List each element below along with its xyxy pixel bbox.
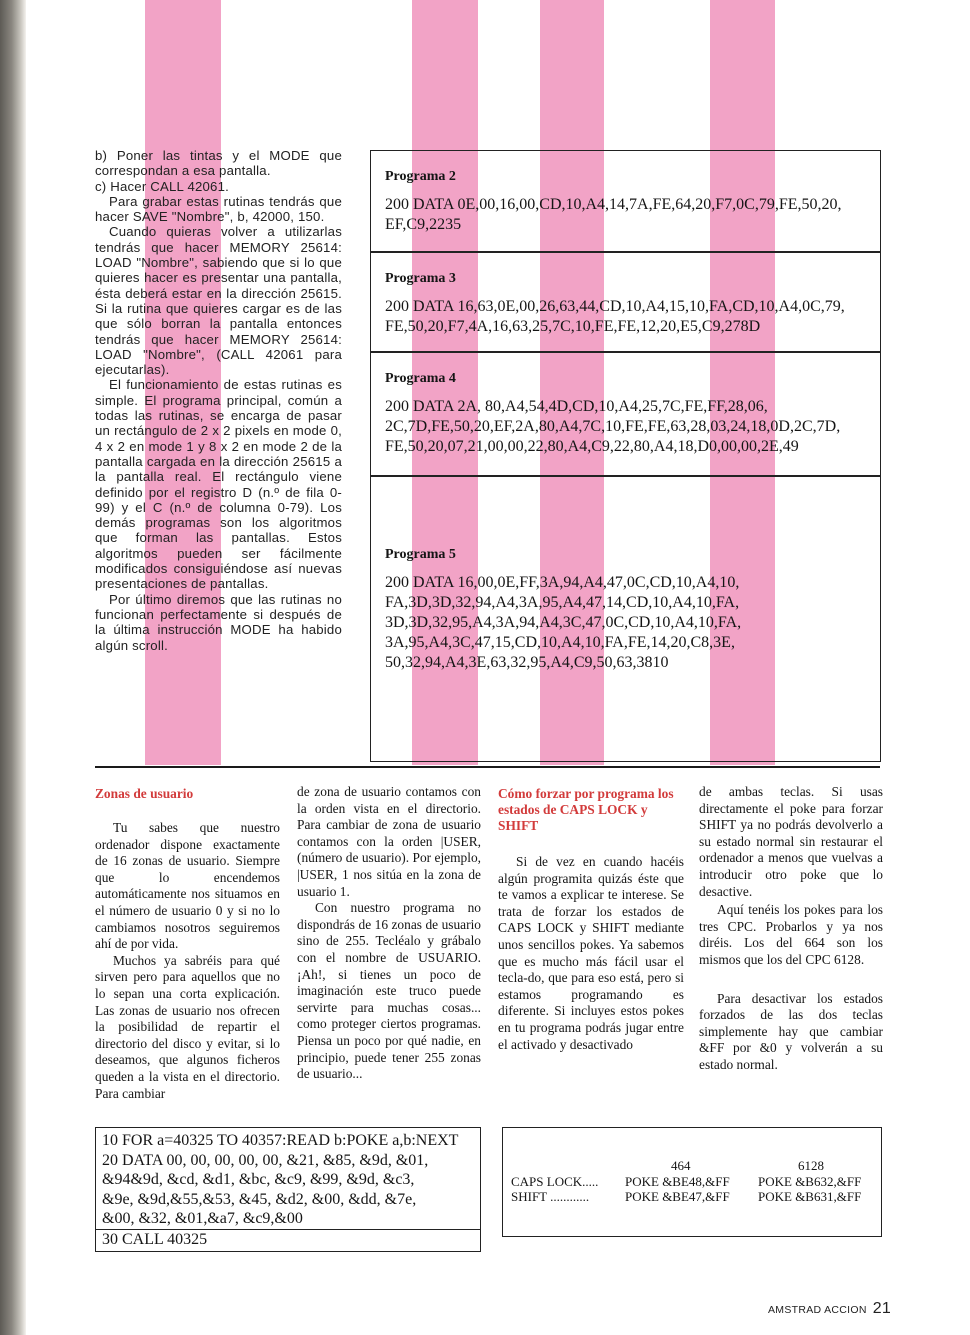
code-listing-box — [95, 1127, 481, 1252]
magazine-name: AMSTRAD ACCION — [768, 1304, 867, 1316]
data-line: 50,32,94,A4,3E,63,32,95,A4,C9,50,63,3810 — [385, 654, 669, 671]
paragraph: de ambas teclas. Si usas directamente el poke para forzar SHIFT ya no podrás devolverlo a su estado normal sin restaurar el ordenador a menos que vuelvas a introducir otro poke que lo desactive. — [699, 784, 883, 899]
column-header-6128: 6128 — [798, 1158, 824, 1173]
program-data — [385, 573, 866, 673]
program-data — [385, 297, 866, 337]
code-line: 10 FOR a=40325 TO 40357:READ b:POKE a,b:NEXT — [102, 1132, 459, 1149]
data-line: FE,50,20,F7,4A,16,63,25,7C,10,FE,FE,12,20,E5,C9,278D — [385, 318, 761, 335]
paragraph: Tu sabes que nuestro ordenador dispone exactamente de 16 zonas de usuario. Siempre que lo encendemos automáticamente nos situamos en el número de usuario 0 y si no lo cambiamos nosotros seguiremos ahí de por vida. — [95, 820, 280, 952]
data-line: FA,3D,3D,32,94,A4,3A,95,A4,47,14,CD,10,A4,10,FA, — [385, 594, 740, 611]
code-line: 30 CALL 40325 — [96, 1229, 480, 1250]
program-title: Programa 3 — [385, 271, 456, 286]
poke-value: POKE &B632,&FF — [758, 1174, 862, 1189]
data-line: 3D,3D,32,95,A4,3A,94,A4,3C,47,0C,CD,10,A4,10,FA, — [385, 614, 742, 631]
pokes-table — [502, 1127, 882, 1237]
code-line: &00, &32, &01,&a7, &c9,&00 — [102, 1210, 303, 1227]
paragraph: Cuando quieras volver a utilizarlas tendrás que hacer MEMORY 25614: LOAD "Nombre", sabiendo que si lo que quieres hacer es presentar una pantalla, ésta deberá estar en la dirección 25615. Si la rutina que quieres cargar es de las que sólo borran la pantalla entonces tendrás que hacer MEMORY 25614: LOAD "Nombre", (CALL 42061 para ejecutarlas). — [95, 224, 342, 378]
data-line: 200 DATA 2A, 80,A4,54,4D,CD,10,A4,25,7C,FE,FF,28,06, — [385, 398, 768, 415]
paragraph: El funcionamiento de estas rutinas es simple. El programa principal, común a todas las rutinas, se encarga de pasar un rectángulo de 2 x 2 pixels en mode 0, 4 x 2 en mode 1 y 8 x 2 en mode 2 de la pantalla cargada en la dirección 25615 a la pantalla real. El rectángulo viene definido por el registro D (n.º de fila 0-99) y el C (n.º de columna 0-79). Los demás programas son los algoritmos que forman las pantallas. Estos algoritmos pueden ser fácilmente modificados consiguiéndose así nuevas presentaciones de pantallas. — [95, 377, 342, 592]
article-caps-col2 — [699, 784, 883, 1074]
section-divider — [95, 766, 880, 768]
paragraph: Por último diremos que las rutinas no funcionan perfectamente si después de la última instrucción MODE ha habido algún scroll. — [95, 591, 342, 653]
paragraph: Con nuestro programa no dispondrás de 16 zonas de usuario sino de 255. Tecléalo y grábalo con el nombre de USUARIO. ¡Ah!, si tienes un poco de imaginación este truco puede servirte para muchas cosas... como proteger ciertos programas. Piensa un poco por qué nadie, en principio, puede tener 255 zonas de usuario... — [297, 900, 481, 1082]
program-data — [385, 397, 866, 457]
article-heading: Cómo forzar por programa los estados de CAPS LOCK y SHIFT — [498, 786, 674, 833]
code-line: &9e, &9d,&55,&53, &45, &d2, &00, &dd, &7e, — [102, 1190, 417, 1208]
program-box — [370, 150, 881, 252]
poke-value: POKE &BE48,&FF — [625, 1174, 730, 1189]
data-line: 200 DATA 16,63,0E,00,26,63,44,CD,10,A4,15,10,FA,CD,10,A4,0C,79, — [385, 298, 845, 315]
poke-value: POKE &B631,&FF — [758, 1189, 862, 1204]
paragraph: Aquí tenéis los pokes para los tres CPC. Probarlos y ya nos diréis. Los del 664 son los mismos que los del CPC 6128. — [699, 902, 883, 967]
data-line: 200 DATA 16,00,0E,FF,3A,94,A4,47,0C,CD,10,A4,10, — [385, 574, 740, 591]
paragraph: c) Hacer CALL 42061. — [95, 178, 229, 194]
row-label: SHIFT ............ — [511, 1189, 590, 1204]
paragraph: Muchos ya sabréis para qué sirven pero para aquellos que no lo sepan una corta explicación. Las zonas de usuario nos ofrecen la posibilidad de repartir el directorio del disco y evitar, si lo deseamos, que algunos ficheros queden a la vista en el directorio. Para cambiar — [95, 952, 280, 1101]
program-box — [370, 476, 881, 762]
row-label: CAPS LOCK..... — [511, 1174, 599, 1189]
data-line: 3A,95,A4,3C,47,15,CD,10,A4,10,FA,FE,14,20,C8,3E, — [385, 634, 735, 651]
article-zonas-col1 — [95, 786, 280, 1102]
code-line: 20 DATA 00, 00, 00, 00, 00, &21, &85, &9d, &01, — [102, 1151, 429, 1169]
article-caps-col1 — [498, 786, 684, 1053]
program-title: Programa 2 — [385, 169, 456, 184]
page-binding-shadow — [0, 0, 26, 1335]
data-line: FE,50,20,07,21,00,00,22,80,A4,C9,22,80,A4,18,D0,00,00,2E,49 — [385, 438, 799, 455]
page-number: 21 — [872, 1300, 892, 1317]
data-line: 200 DATA 0E,00,16,00,CD,10,A4,14,7A,FE,64,20,F7,0C,79,FE,50,20, — [385, 196, 842, 213]
program-title: Programa 5 — [385, 547, 456, 562]
paragraph: de zona de usuario contamos con la orden vista en el directorio. Para cambiar de zona de usuario contamos con la orden |USER, (número de usuario). Por ejemplo, |USER, 1 nos sitúa en la zona de usuario 1. — [297, 784, 481, 899]
paragraph: Para grabar estas rutinas tendrás que hacer SAVE "Nombre", b, 42000, 150. — [95, 193, 342, 225]
program-data — [385, 195, 866, 235]
data-line: 2C,7D,FE,50,20,EF,2A,80,A4,7C,10,FE,FE,63,28,03,24,18,0D,2C,7D, — [385, 418, 841, 435]
paragraph: Para desactivar los estados forzados de las dos teclas simplemente hay que cambiar &FF por &0 y volverán a su estado normal. — [699, 990, 883, 1072]
article-zonas-col2 — [297, 784, 481, 1083]
paragraph: b) Poner las tintas y el MODE que correspondan a esa pantalla. — [95, 148, 342, 179]
column-header-464: 464 — [671, 1158, 691, 1173]
poke-value: POKE &BE47,&FF — [625, 1189, 730, 1204]
program-box — [370, 252, 881, 352]
data-line: EF,C9,2235 — [385, 216, 462, 233]
program-box — [370, 352, 881, 476]
code-line: &94&9d, &cd, &d1, &bc, &c9, &99, &9d, &c3, — [102, 1171, 415, 1188]
program-title: Programa 4 — [385, 371, 456, 386]
left-column-text — [95, 148, 342, 653]
paragraph: Si de vez en cuando hacéis algún programita quizás éste que te vamos a explicar te interese. Se trata de forzar los estados de CAPS LOCK y SHIFT mediante unos sencillos pokes. Ya sabemos que es mucho más fácil usar el tecla-do, que para eso está, pero si estamos programando es diferente. Si incluyes estos pokes en tu programa podrás jugar entre el activado y desactivado — [498, 854, 684, 1052]
article-heading: Zonas de usuario — [95, 786, 194, 801]
page-footer — [768, 1300, 891, 1318]
